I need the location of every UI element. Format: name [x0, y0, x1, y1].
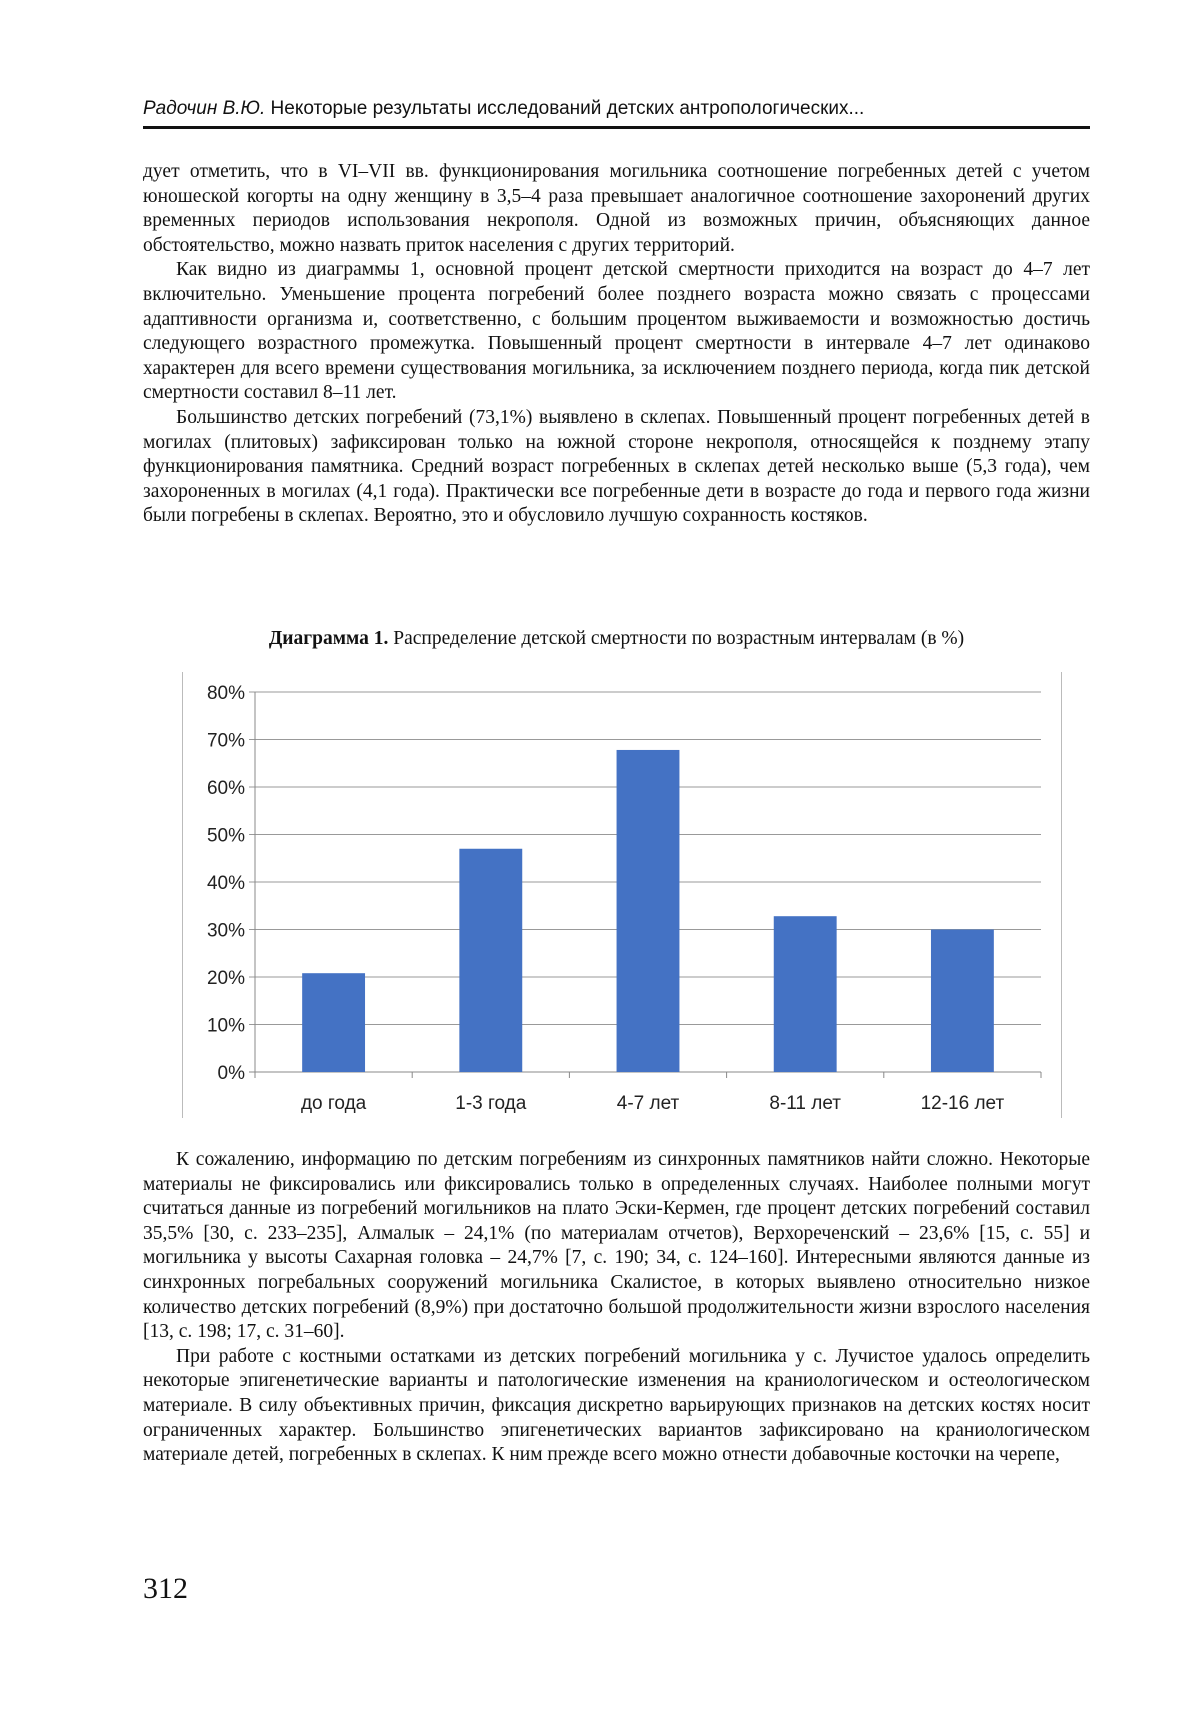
x-tick-label: до года: [300, 1093, 367, 1114]
header-title: Некоторые результаты исследований детских антропологических...: [265, 98, 865, 119]
x-tick-label: 8-11 лет: [769, 1093, 842, 1114]
y-tick-label: 50%: [206, 825, 245, 847]
page-number: 312: [143, 1572, 188, 1605]
paragraph: Как видно из диаграммы 1, основной процент детской смертности приходится на возраст до 4–7 лет включительно. Уменьшение процента погребений более позднего возраста можно связать с процессами адаптивности организма и, соответственно, с большим процентом выживаемости и возможностью достичь следующего возрастного промежутка. Повышенный процент смертности в интервале 4–7 лет одинаково характерен для всего времени существования могильника, за исключением позднего периода, когда пик детской смертности составил 8–11 лет.: [143, 259, 1090, 404]
bar: [459, 849, 522, 1072]
y-tick-label: 30%: [206, 920, 245, 942]
x-tick-label: 12-16 лет: [920, 1093, 1005, 1114]
figure-caption: [143, 628, 1090, 650]
running-header: [143, 98, 1090, 129]
y-tick-label: 20%: [206, 968, 245, 989]
x-tick-label: 1-3 года: [455, 1093, 527, 1114]
paragraph: К сожалению, информацию по детским погребениям из синхронных памятников найти сложно. Некоторые материалы не фиксировались или фиксировались только в определенных случаях. Наиболее полными могут считаться данные из погребений могильников на плато Эски-Кермен, где процент детских погребений составил 35,5% [30, с. 233–235], Алмалык – 24,1% (по материалам отчетов), Верхореченский – 23,6% [15, с. 55] и могильника у высоты Сахарная головка – 24,7% [7, с. 190; 34, с. 124–160]. Интересными являются данные из синхронных погребальных сооружений могильника Скалистое, в которых выявлено относительно низкое количество детских погребений (8,9%) при достаточно большой продолжительности жизни взрослого населения [13, с. 198; 17, с. 31–60].: [143, 1149, 1090, 1343]
bar: [302, 973, 365, 1072]
y-tick-label: 60%: [206, 778, 245, 799]
bar-chart: [182, 672, 1062, 1118]
paragraph: дует отметить, что в VI–VII вв. функционирования могильника соотношение погребенных детей с учетом юношеской когорты на одну женщину в 3,5–4 раза превышает аналогичное соотношение захоронений других временных периодов использования некрополя. Одной из возможных причин, объясняющих данное обстоятельство, можно назвать приток населения с других территорий.: [143, 161, 1090, 256]
y-tick-label: 10%: [206, 1015, 245, 1037]
paragraph: При работе с костными остатками из детских погребений могильника у с. Лучистое удалось определить некоторые эпигенетические варианты и патологические изменения на краниологическом и остеологическом материале. В силу объективных причин, фиксация дискретно варьирующих признаков на детских костях носит ограниченных характер. Большинство эпигенетических вариантов зафиксировано на краниологическом материале детей, погребенных в склепах. К ним прежде всего можно отнести добавочные косточки на черепе,: [143, 1345, 1090, 1466]
body-text-top: [143, 160, 1090, 529]
y-tick-label: 40%: [206, 873, 245, 894]
body-text-bottom: [143, 1148, 1090, 1468]
caption-label: Диаграмма 1.: [268, 628, 389, 649]
paragraph: Большинство детских погребений (73,1%) выявлено в склепах. Повышенный процент погребенных детей в могилах (плитовых) зафиксирован только на южной стороне некрополя, относящейся к позднему этапу функционирования памятника. Средний возраст погребенных в склепах детей несколько выше (5,3 года), чем захороненных в могилах (4,1 года). Практически все погребенные дети в возрасте до года и первого года жизни были погребены в склепах. Вероятно, это и обусловило лучшую сохранность костяков.: [143, 406, 1090, 527]
y-tick-label: 0%: [217, 1063, 245, 1084]
caption-text: Распределение детской смертности по возрастным интервалам (в %): [388, 628, 965, 649]
y-tick-label: 70%: [206, 730, 245, 752]
bar: [774, 916, 837, 1072]
y-tick-label: 80%: [206, 683, 245, 704]
header-author: Радочин В.Ю.: [143, 98, 266, 119]
bar: [617, 750, 680, 1072]
bar: [931, 930, 994, 1073]
x-tick-label: 4-7 лет: [616, 1093, 680, 1114]
chart-svg: [183, 672, 1061, 1118]
